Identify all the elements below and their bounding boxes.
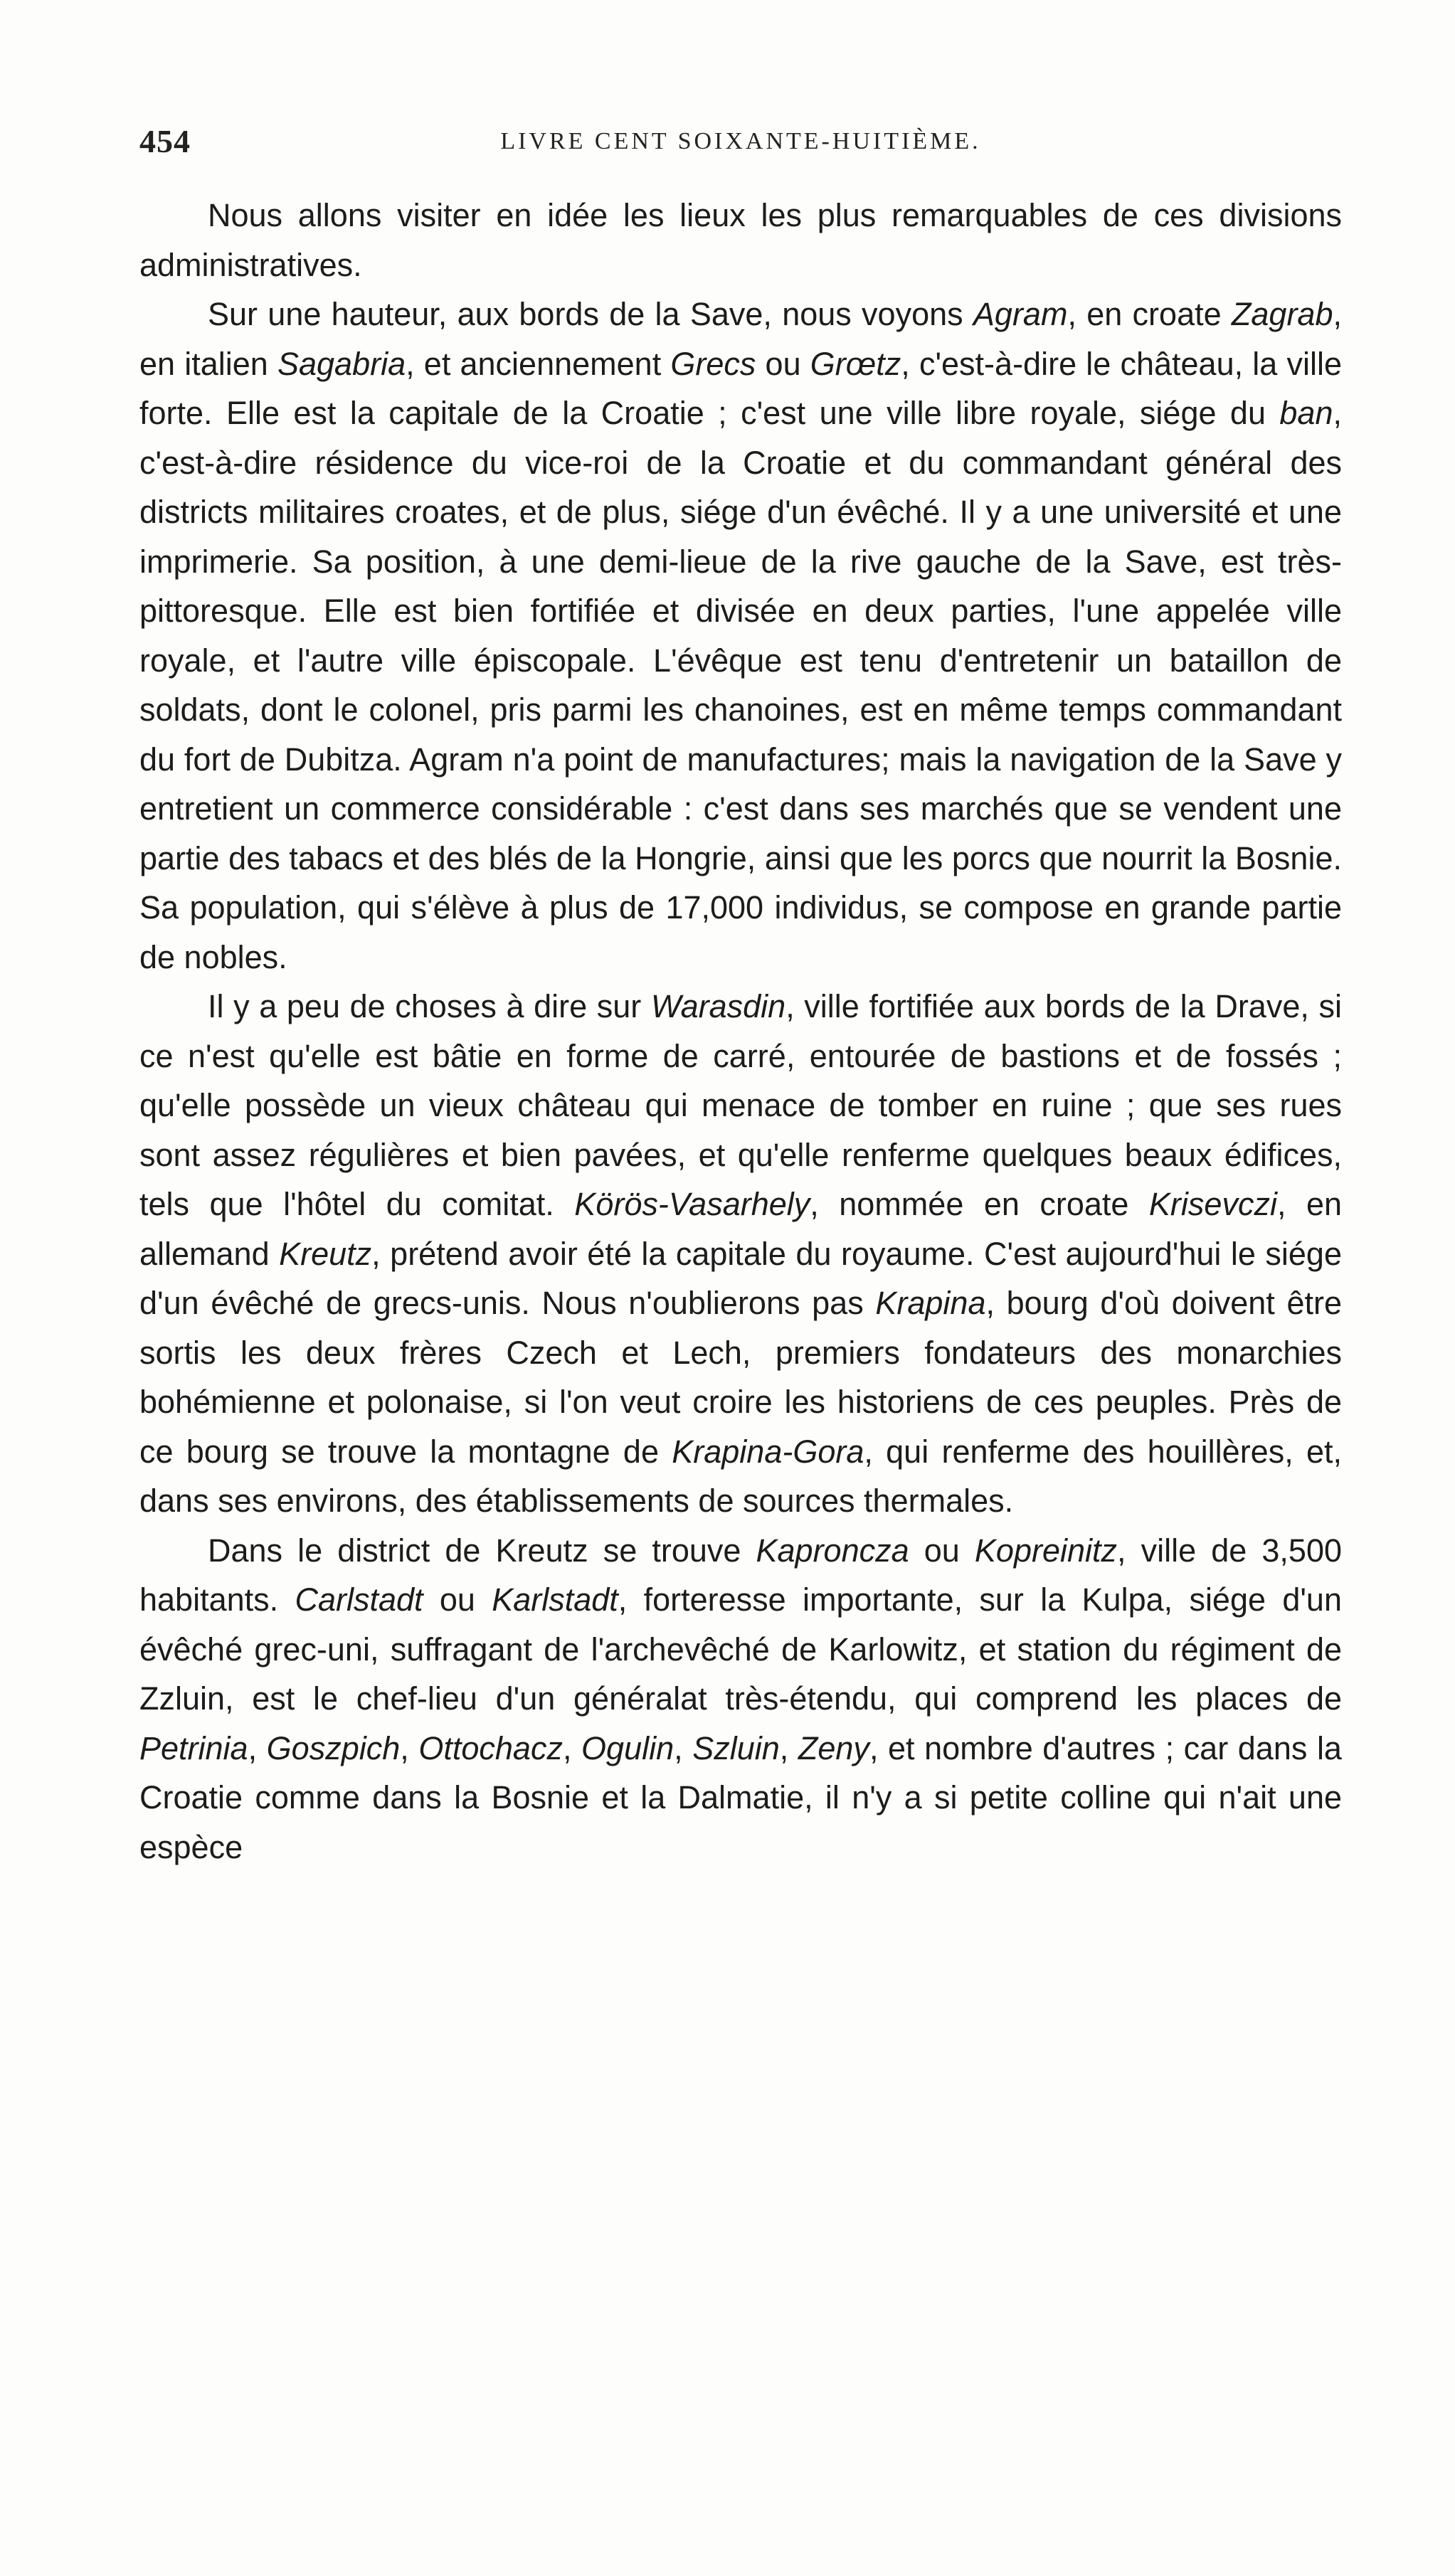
body-text [139, 191, 1342, 1872]
text-run: , c'est-à-dire le château, la ville forte. Elle est la capitale de la Croatie ; c'est une ville libre royale, siége du [139, 345, 1342, 431]
text-run: ou [423, 1581, 492, 1618]
text-run: Il y a peu de choses à dire sur [208, 988, 651, 1024]
italic-term: Körös-Vasarhely [574, 1186, 810, 1222]
text-run: Sur une hauteur, aux bords de la Save, nous voyons [208, 296, 973, 332]
text-run: ou [756, 345, 810, 382]
text-run: , [400, 1729, 419, 1766]
text-run: , en italien [139, 296, 1343, 382]
text-run: , [779, 1729, 798, 1766]
italic-term: Goszpich [266, 1729, 401, 1766]
italic-term: Krapina-Gora [672, 1433, 864, 1470]
italic-term: Kreutz [279, 1235, 372, 1272]
text-run: , nommée en croate [810, 1186, 1149, 1222]
paragraph [139, 1526, 1342, 1872]
italic-term: Krapina [875, 1285, 986, 1321]
text-run: , [562, 1729, 582, 1766]
italic-term: Szluin [692, 1729, 780, 1766]
italic-term: Zeny [798, 1729, 869, 1766]
page-number: 454 [139, 123, 191, 159]
text-run: Dans le district de Kreutz se trouve [208, 1532, 756, 1569]
text-run: ou [909, 1532, 975, 1569]
italic-term: ban [1279, 395, 1333, 431]
italic-term: Sagabria [277, 345, 406, 382]
italic-term: Petrinia [139, 1729, 248, 1766]
text-run: , bourg d'où doivent être sortis les deux frères Czech et Lech, premiers fondateurs des monarchies bohémienne et polonaise, si l'on veut croire les historiens de ces peuples. Près de ce bourg se trouve la montagne de [139, 1285, 1342, 1470]
text-run: , qui renferme des houillères, et, dans ses environs, des établissements de sources thermales. [139, 1433, 1342, 1519]
italic-term: Zagrab [1231, 296, 1333, 332]
text-run: , ville de 3,500 habitants. [139, 1532, 1343, 1618]
italic-term: Ottochacz [418, 1729, 563, 1766]
text-run: , forteresse importante, sur la Kulpa, siége d'un évêché grec-uni, suffragant de l'archevêché de Karlowitz, et station du régiment de Zzluin, est le chef-lieu d'un généralat très-étendu, qui comprend les places de [139, 1581, 1342, 1717]
running-head [139, 122, 1342, 165]
text-run: , et nombre d'autres ; car dans la Croatie comme dans la Bosnie et la Dalmatie, il n'y a si petite colline qui n'ait une espèce [139, 1729, 1342, 1865]
italic-term: Krisevczi [1148, 1186, 1277, 1222]
paragraph [139, 191, 1342, 290]
italic-term: Ogulin [581, 1729, 674, 1766]
text-run: , en allemand [139, 1186, 1342, 1272]
text-run: , [248, 1729, 267, 1766]
italic-term: Karlstadt [492, 1581, 618, 1618]
text-run: , c'est-à-dire résidence du vice-roi de la Croatie et du commandant général des districts militaires croates, et de plus, siége d'un évêché. Il y a une université et une imprimerie. Sa position, à une demi-lieue de la rive gauche de la Save, est très-pittoresque. Elle est bien fortifiée et divisée en deux parties, l'une appelée ville royale, et l'autre ville épiscopale. L'évêque est tenu d'entretenir un bataillon de soldats, dont le colonel, pris parmi les chanoines, est en même temps commandant du fort de Dubitza. Agram n'a point de manufactures; mais la navigation de la Save y entretient un commerce considérable : c'est dans ses marchés que se vendent une partie des tabacs et des blés de la Hongrie, ainsi que les porcs que nourrit la Bosnie. Sa population, qui s'élève à plus de 17,000 individus, se compose en grande partie de nobles. [139, 395, 1342, 975]
book-part-title: LIVRE CENT SOIXANTE-HUITIÈME. [500, 128, 981, 154]
italic-term: Kapronсza [756, 1532, 909, 1569]
text-run: Nous allons visiter en idée les lieux les plus remarquables de ces divisions administratives. [139, 197, 1342, 283]
italic-term: Grecs [670, 345, 756, 382]
text-run: , prétend avoir été la capitale du royaume. C'est aujourd'hui le siége d'un évêché de grecs-unis. Nous n'oublierons pas [139, 1235, 1342, 1321]
italic-term: Grœtz [810, 345, 901, 382]
paragraph [139, 982, 1342, 1526]
italic-term: Warasdin [650, 988, 786, 1024]
text-run: , [674, 1729, 693, 1766]
text-run: , et anciennement [406, 345, 671, 382]
text-run: , ville fortifiée aux bords de la Drave, si ce n'est qu'elle est bâtie en forme de carré, entourée de bastions et de fossés ; qu'elle possède un vieux château qui menace de tomber en ruine ; que ses rues sont assez régulières et bien pavées, et qu'elle renferme quelques beaux édifices, tels que l'hôtel du comitat. [139, 988, 1342, 1222]
italic-term: Kopreinitz [974, 1532, 1118, 1569]
italic-term: Carlstadt [295, 1581, 423, 1618]
paragraph [139, 290, 1342, 982]
italic-term: Agram [973, 296, 1068, 332]
text-run: , en croate [1067, 296, 1232, 332]
